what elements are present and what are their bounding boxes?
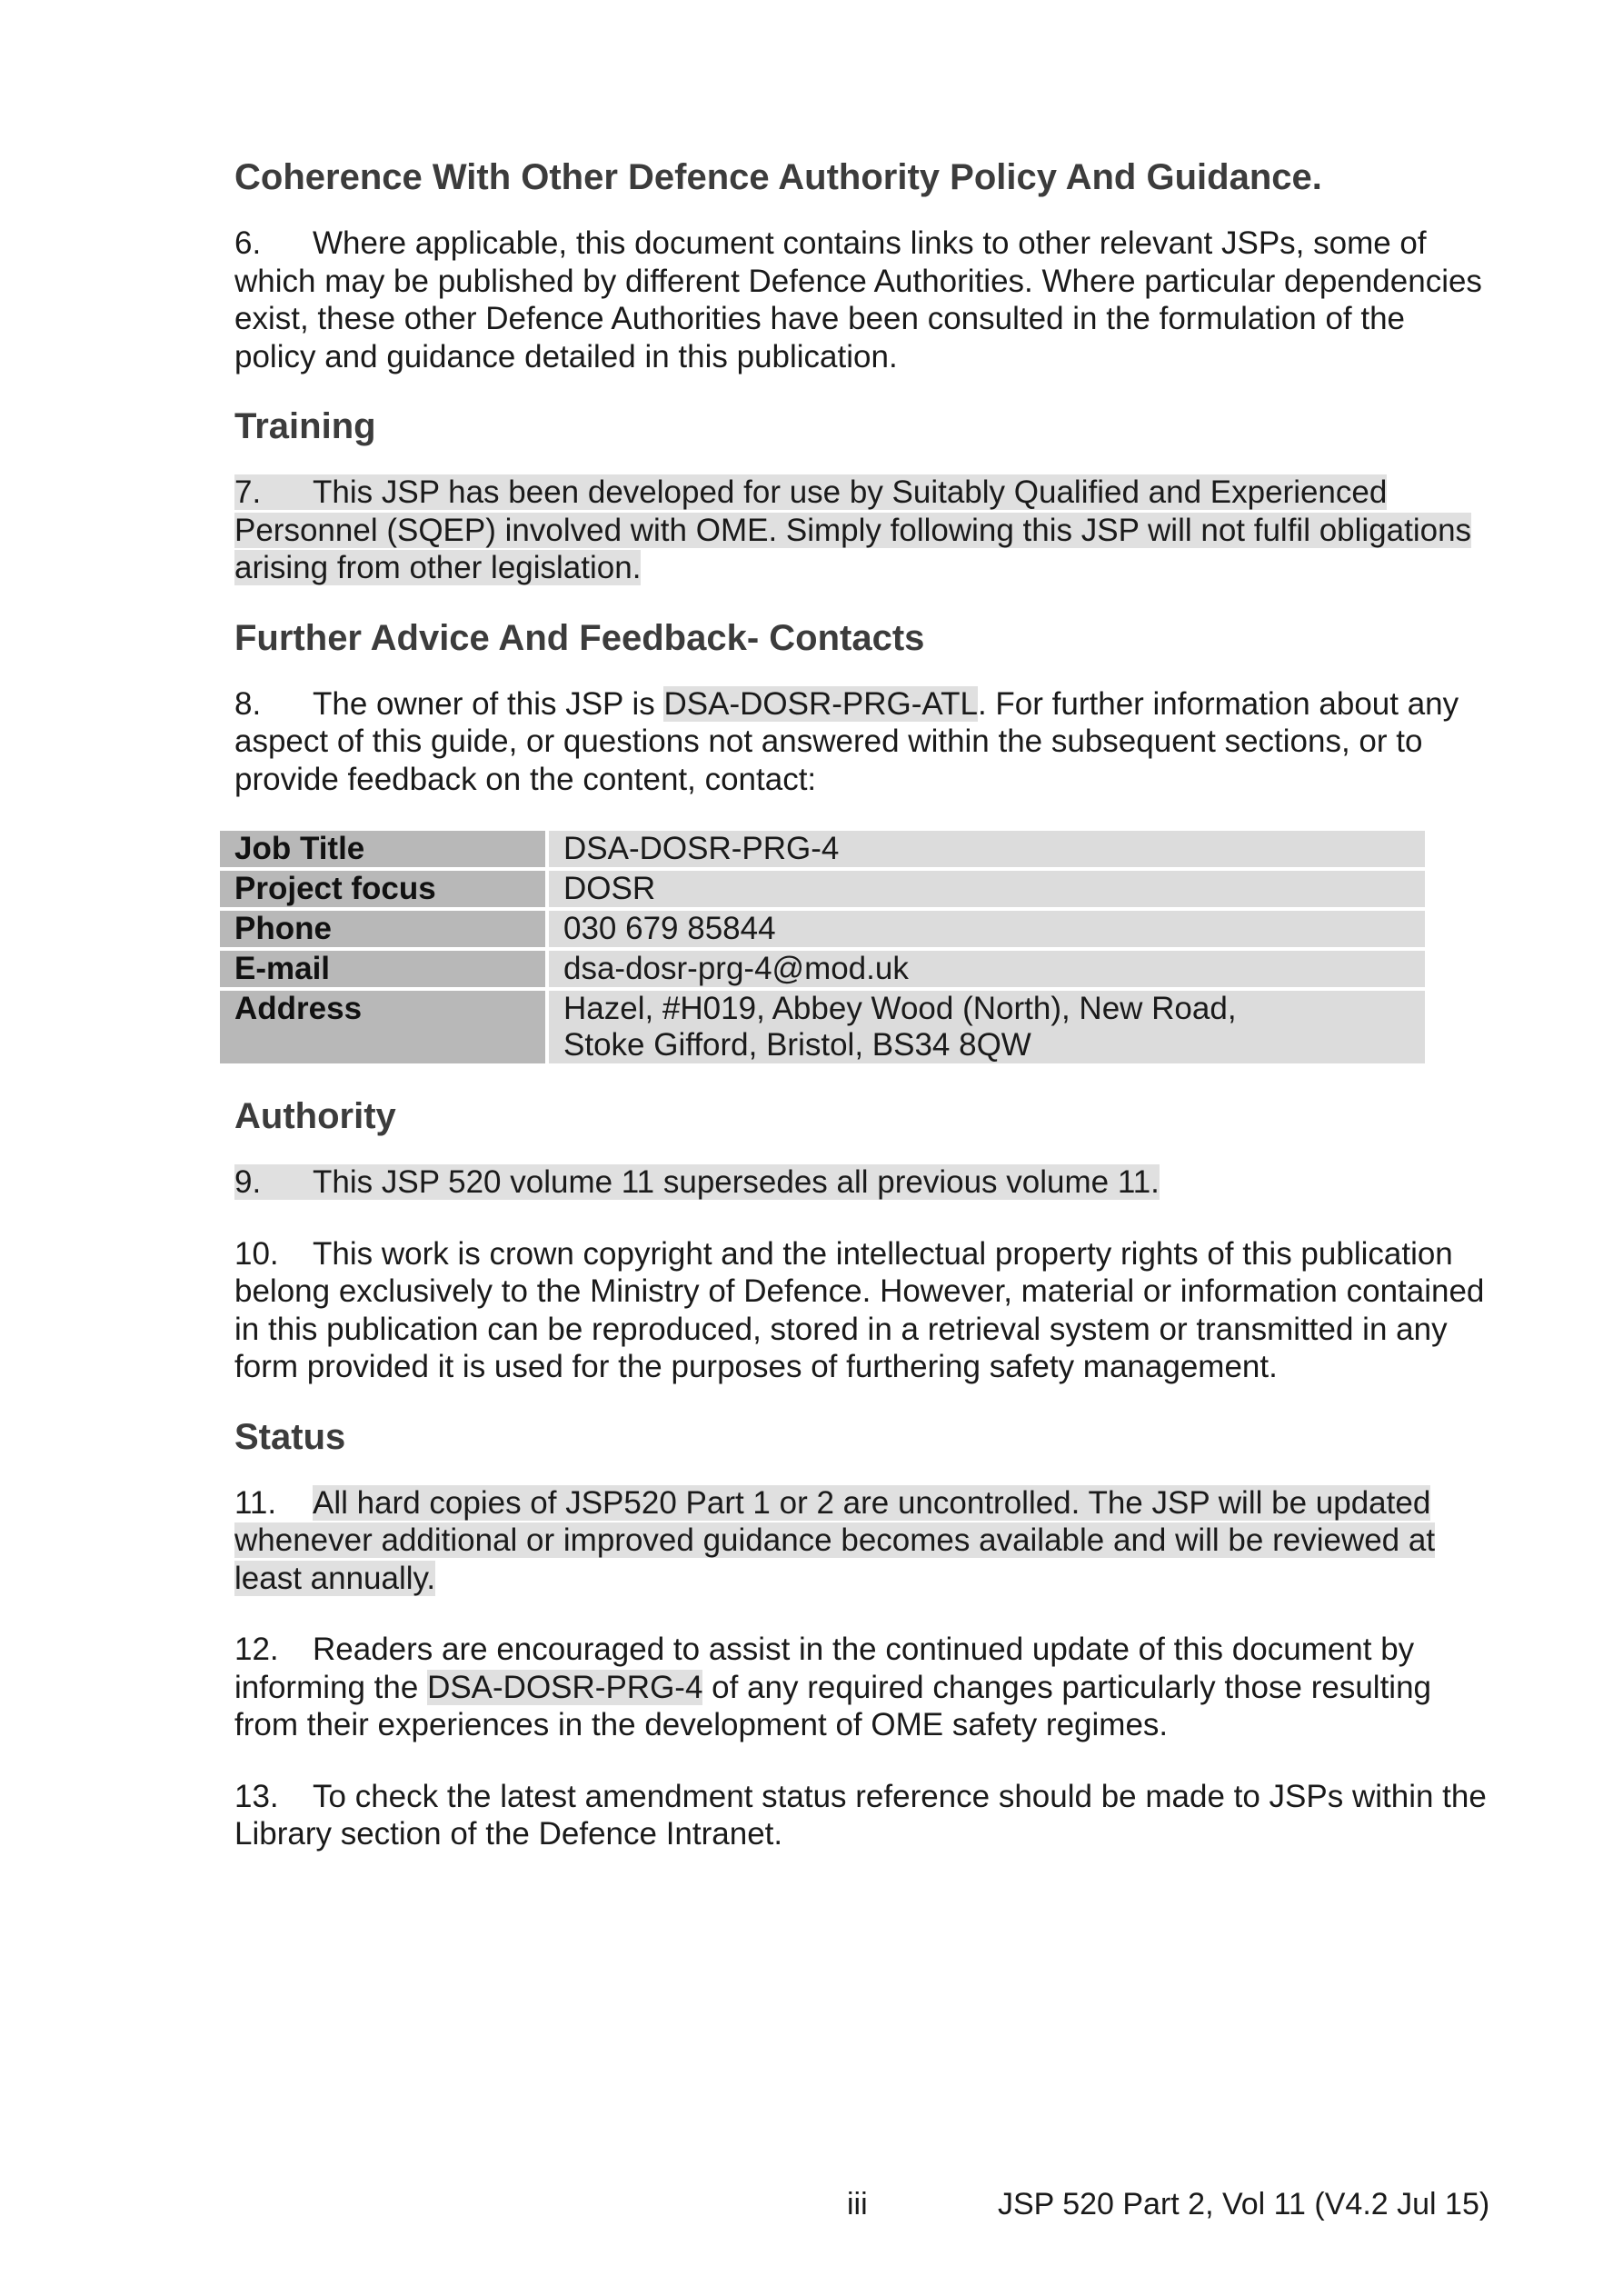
paragraph-number: 8. <box>234 685 262 722</box>
paragraph-6 <box>234 225 1489 375</box>
paragraph-text: Where applicable, this document contains links to other relevant JSPs, some of which may be published by different Defence Authorities. Where particular dependencies exist, these other Defence Authorities have been consulted in the formulation of the policy and guidance detailed in this publication. <box>234 225 1482 374</box>
address-line-1: Hazel, #H019, Abbey Wood (North), New Road, <box>563 991 1237 1026</box>
table-row <box>220 951 1425 987</box>
project-focus-value: DOSR <box>545 871 1425 907</box>
paragraph-12 <box>234 1631 1489 1744</box>
address-line-2: Stoke Gifford, Bristol, BS34 8QW <box>563 1027 1031 1063</box>
paragraph-7 <box>234 474 1489 587</box>
document-page <box>234 136 1489 1853</box>
project-focus-label: Project focus <box>220 871 545 907</box>
document-reference: JSP 520 Part 2, Vol 11 (V4.2 Jul 15) <box>998 2187 1490 2221</box>
job-title-label: Job Title <box>220 831 545 867</box>
contact-table <box>220 827 1425 1067</box>
paragraph-number: 9. <box>234 1164 262 1200</box>
job-title-value: DSA-DOSR-PRG-4 <box>545 831 1425 867</box>
heading-coherence: Coherence With Other Defence Authority Policy And Guidance. <box>234 157 1322 197</box>
paragraph-text: All hard copies of JSP520 Part 1 or 2 are uncontrolled. The JSP will be updated whenever additional or improved guidance becomes available and will be reviewed at least annually. <box>234 1484 1436 1596</box>
phone-label: Phone <box>220 911 545 947</box>
paragraph-8 <box>234 685 1489 799</box>
paragraph-text: This JSP 520 volume 11 supersedes all previous volume 11. <box>313 1164 1160 1200</box>
paragraph-10 <box>234 1235 1489 1386</box>
table-row <box>220 991 1425 1063</box>
table-row <box>220 831 1425 867</box>
paragraph-number: 7. <box>234 474 262 510</box>
paragraph-text-start: Readers are encouraged to assist in the continued update of this document by informing the <box>234 1632 1415 1705</box>
paragraph-text-end: . For further information about any aspect of this guide, or questions not answered within the subsequent sections, or to provide feedback on the content, contact: <box>234 685 1459 797</box>
heading-training: Training <box>234 406 376 446</box>
paragraph-number: 11. <box>234 1484 277 1521</box>
paragraph-9 <box>234 1163 1489 1202</box>
heading-status: Status <box>234 1416 346 1457</box>
heading-authority: Authority <box>234 1096 396 1136</box>
address-label: Address <box>220 991 545 1063</box>
paragraph-text: This JSP has been developed for use by Suitably Qualified and Experienced Personnel (SQEP) involved with OME. Simply following this JSP will not fulfil obligations arising from other legislation. <box>234 474 1472 585</box>
paragraph-text-end: of any required changes particularly those resulting from their experiences in the development of OME safety regimes. <box>234 1669 1432 1742</box>
email-label: E-mail <box>220 951 545 987</box>
table-row <box>220 911 1425 947</box>
paragraph-text: To check the latest amendment status reference should be made to JSPs within the Library section of the Defence Intranet. <box>234 1778 1487 1852</box>
table-row <box>220 871 1425 907</box>
address-value <box>545 991 1425 1063</box>
owner-reference: DSA-DOSR-PRG-ATL <box>663 685 978 722</box>
phone-value: 030 679 85844 <box>545 911 1425 947</box>
paragraph-11 <box>234 1484 1489 1598</box>
paragraph-number: 6. <box>234 225 262 261</box>
paragraph-text: This work is crown copyright and the intellectual property rights of this publication belong exclusively to the Ministry of Defence. However, material or information contained in this publication can be reproduced, stored in a retrieval system or transmitted in any form provided it is used for the purposes of furthering safety management. <box>234 1235 1485 1384</box>
email-value: dsa-dosr-prg-4@mod.uk <box>545 951 1425 987</box>
paragraph-number: 12. <box>234 1632 279 1667</box>
page-number: iii <box>847 2187 868 2221</box>
paragraph-text-start: The owner of this JSP is <box>313 685 664 722</box>
paragraph-13 <box>234 1778 1489 1853</box>
paragraph-number: 10. <box>234 1235 279 1272</box>
paragraph-number: 13. <box>234 1778 279 1814</box>
heading-further-advice: Further Advice And Feedback- Contacts <box>234 617 925 658</box>
contact-reference: DSA-DOSR-PRG-4 <box>427 1669 703 1705</box>
